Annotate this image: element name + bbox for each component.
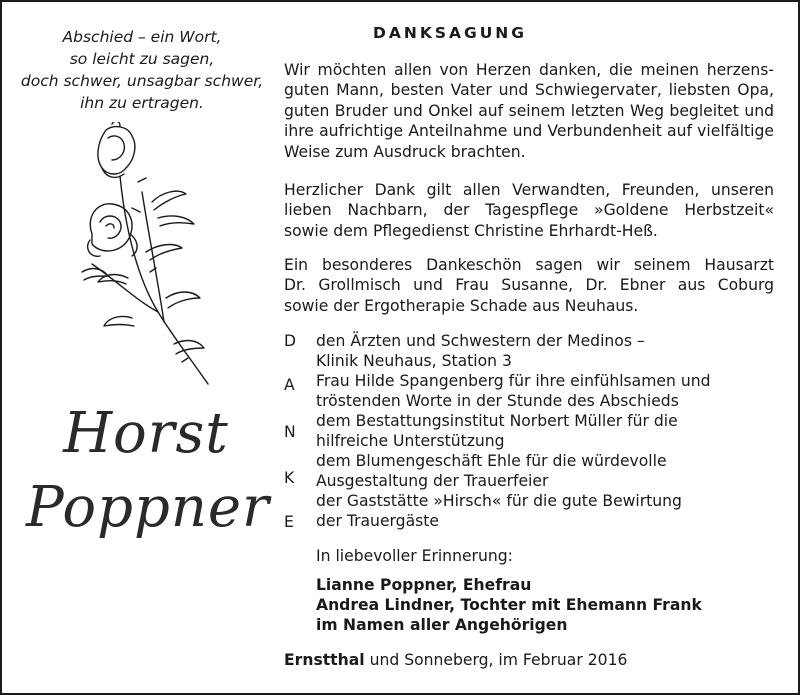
relatives-paragraph: [284, 180, 774, 241]
danke-letter: N: [284, 423, 296, 441]
place-date-line: [284, 650, 627, 670]
signer-line: Andrea Lindner, Tochter mit Ehemann Frank: [316, 596, 702, 614]
rose-illustration: [62, 122, 232, 390]
thanks-line: Frau Hilde Spangenberg für ihre einfühlsamen und: [316, 372, 711, 390]
poem-line: ihn zu ertragen.: [80, 94, 204, 112]
signer-line: im Namen aller Angehörigen: [316, 616, 568, 634]
thanks-line: Klinik Neuhaus, Station 3: [316, 352, 512, 370]
thanks-line: dem Bestattungsinstitut Norbert Müller für die: [316, 412, 678, 430]
memory-line: In liebevoller Erinnerung:: [316, 547, 513, 565]
deceased-first-name: Horst: [63, 401, 229, 466]
thanks-line: den Ärzten und Schwestern der Medinos –: [316, 332, 645, 350]
paragraph-line: sowie dem Pflegedienst Christine Ehrhardt-Heß.: [284, 221, 658, 240]
signers-block: [316, 575, 702, 635]
thanks-entry: [316, 451, 776, 491]
danke-letter: A: [284, 376, 295, 394]
thanks-line: Ausgestaltung der Trauerfeier: [316, 472, 549, 490]
poem-line: doch schwer, unsagbar schwer,: [20, 72, 264, 90]
thanks-line: dem Blumengeschäft Ehle für die würdevolle: [316, 452, 667, 470]
danke-letter: K: [284, 469, 295, 487]
paragraph-line: Ein besonderes Dankeschön sagen wir seinem Hausarzt: [284, 256, 774, 274]
signer-line: Lianne Poppner, Ehefrau: [316, 576, 532, 594]
thanks-line: hilfreiche Unterstützung: [316, 432, 505, 450]
paragraph-line: Wir möchten allen von Herzen danken, die meinen herzens-: [284, 61, 774, 79]
paragraph-line: Herzlicher Dank gilt allen Verwandten, Freunden, unseren: [284, 181, 774, 199]
farewell-poem: [20, 26, 264, 114]
doctors-paragraph: [284, 255, 774, 316]
thanks-entry: [316, 371, 776, 411]
danke-letter: D: [284, 332, 297, 350]
paragraph-line: Dr. Grollmisch und Frau Susanne, Dr. Ebner aus Coburg: [284, 276, 774, 295]
deceased-last-name: Poppner: [26, 475, 270, 540]
paragraph-line: ihre aufrichtige Anteilnahme und Verbundenheit auf vielfältige: [284, 122, 774, 141]
thanks-entry: [316, 331, 776, 371]
thanks-entry: [316, 491, 776, 531]
thanks-entry: [316, 411, 776, 451]
poem-line: Abschied – ein Wort,: [62, 28, 222, 46]
thanks-line: der Gaststätte »Hirsch« für die gute Bewirtung: [316, 492, 682, 510]
danke-letter: E: [284, 513, 294, 531]
place-name: Ernstthal: [284, 651, 365, 669]
thanks-line: der Trauergäste: [316, 512, 439, 530]
paragraph-line: guten Mann, besten Vater und Schwiegervater, liebsten Opa,: [284, 81, 774, 100]
thanks-paragraph: [284, 60, 774, 162]
paragraph-line: sowie der Ergotherapie Schade aus Neuhaus.: [284, 296, 639, 315]
paragraph-line: guten Bruder und Onkel auf seinem letzten Weg begleitet und: [284, 101, 774, 120]
paragraph-line: Weise zum Ausdruck brachten.: [284, 142, 526, 161]
place-date: und Sonneberg, im Februar 2016: [364, 651, 628, 669]
poem-line: so leicht zu sagen,: [69, 50, 215, 68]
notice-heading: DANKSAGUNG: [372, 24, 527, 42]
paragraph-line: lieben Nachbarn, der Tagespflege »Goldene Herbstzeit«: [284, 201, 774, 220]
thanks-line: tröstenden Worte in der Stunde des Abschieds: [316, 392, 679, 410]
